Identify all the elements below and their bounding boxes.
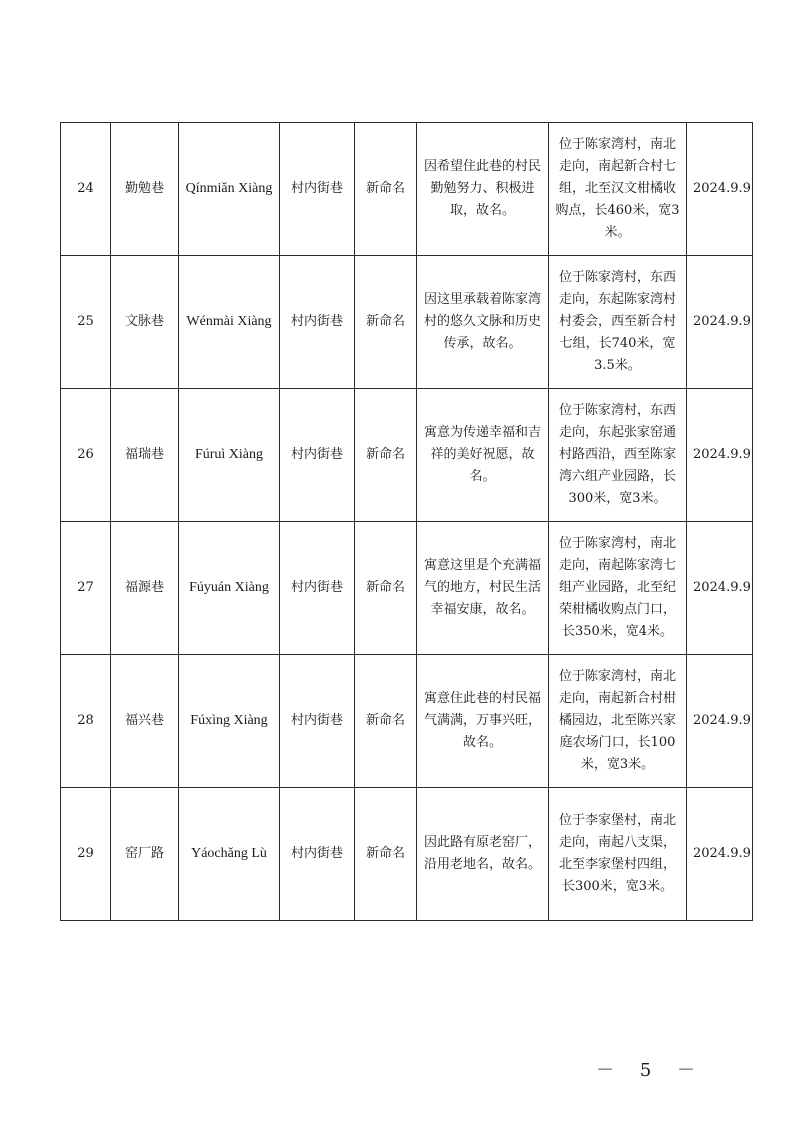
place-pinyin: [179, 655, 280, 788]
location-description: 位于陈家湾村，东西走向，东起张家窑通村路西沿，西至陈家湾六组产业园路，长300米，宽3米。: [549, 389, 687, 522]
location-description: 位于陈家湾村，南北走向，南起新合村七组，北至汉文柑橘收购点，长460米，宽3米。: [549, 123, 687, 256]
naming-type: 新命名: [355, 123, 417, 256]
place-name: 福瑞巷: [111, 389, 179, 522]
table-row: [61, 788, 753, 921]
place-name: 文脉巷: [111, 256, 179, 389]
place-category: 村内街巷: [280, 655, 355, 788]
pinyin-text: Fúyuán Xiàng: [189, 580, 269, 595]
approval-date: 2024.9.9: [687, 123, 753, 256]
table-row: [61, 655, 753, 788]
naming-type: 新命名: [355, 655, 417, 788]
row-number: 27: [61, 522, 111, 655]
row-number: 26: [61, 389, 111, 522]
pinyin-text: Fúxìng Xiàng: [190, 713, 268, 728]
place-name: 勤勉巷: [111, 123, 179, 256]
place-category: 村内街巷: [280, 256, 355, 389]
naming-type: 新命名: [355, 389, 417, 522]
table-row: [61, 123, 753, 256]
row-number: 28: [61, 655, 111, 788]
naming-reason: 因这里承载着陈家湾村的悠久文脉和历史传承，故名。: [417, 256, 549, 389]
page-number: － 5 －: [596, 1060, 705, 1081]
place-name: 窑厂路: [111, 788, 179, 921]
approval-date: 2024.9.9: [687, 788, 753, 921]
place-name: 福兴巷: [111, 655, 179, 788]
place-pinyin: [179, 788, 280, 921]
location-description: 位于李家堡村，南北走向，南起八支渠，北至李家堡村四组，长300米，宽3米。: [549, 788, 687, 921]
naming-type: 新命名: [355, 788, 417, 921]
naming-type: 新命名: [355, 522, 417, 655]
place-pinyin: [179, 389, 280, 522]
place-category: 村内街巷: [280, 123, 355, 256]
place-pinyin: [179, 522, 280, 655]
pinyin-text: Yáochǎng Lù: [191, 846, 267, 861]
row-number: 24: [61, 123, 111, 256]
naming-reason: 因希望住此巷的村民勤勉努力、积极进取，故名。: [417, 123, 549, 256]
approval-date: 2024.9.9: [687, 522, 753, 655]
place-category: 村内街巷: [280, 788, 355, 921]
approval-date: 2024.9.9: [687, 389, 753, 522]
place-name-table: [60, 122, 753, 921]
pinyin-text: Fúruì Xiàng: [194, 447, 264, 462]
naming-reason: 因此路有原老窑厂，沿用老地名，故名。: [417, 788, 549, 921]
table-row: [61, 522, 753, 655]
place-category: 村内街巷: [280, 389, 355, 522]
pinyin-text: Wénmài Xiàng: [186, 314, 272, 329]
table-row: [61, 256, 753, 389]
pinyin-text: Qínmiǎn Xiàng: [185, 181, 273, 196]
table-row: [61, 389, 753, 522]
place-category: 村内街巷: [280, 522, 355, 655]
naming-type: 新命名: [355, 256, 417, 389]
approval-date: 2024.9.9: [687, 655, 753, 788]
location-description: 位于陈家湾村，东西走向，东起陈家湾村村委会，西至新合村七组，长740米，宽3.5米。: [549, 256, 687, 389]
naming-reason: 寓意为传递幸福和吉祥的美好祝愿，故名。: [417, 389, 549, 522]
place-pinyin: [179, 123, 280, 256]
place-pinyin: [179, 256, 280, 389]
place-name: 福源巷: [111, 522, 179, 655]
row-number: 25: [61, 256, 111, 389]
location-description: 位于陈家湾村，南北走向，南起新合村柑橘园边，北至陈兴家庭农场门口，长100米，宽3米。: [549, 655, 687, 788]
location-description: 位于陈家湾村，南北走向，南起陈家湾七组产业园路，北至纪荣柑橘收购点门口，长350米，宽4米。: [549, 522, 687, 655]
naming-reason: 寓意住此巷的村民福气满满，万事兴旺，故名。: [417, 655, 549, 788]
row-number: 29: [61, 788, 111, 921]
approval-date: 2024.9.9: [687, 256, 753, 389]
naming-reason: 寓意这里是个充满福气的地方，村民生活幸福安康，故名。: [417, 522, 549, 655]
